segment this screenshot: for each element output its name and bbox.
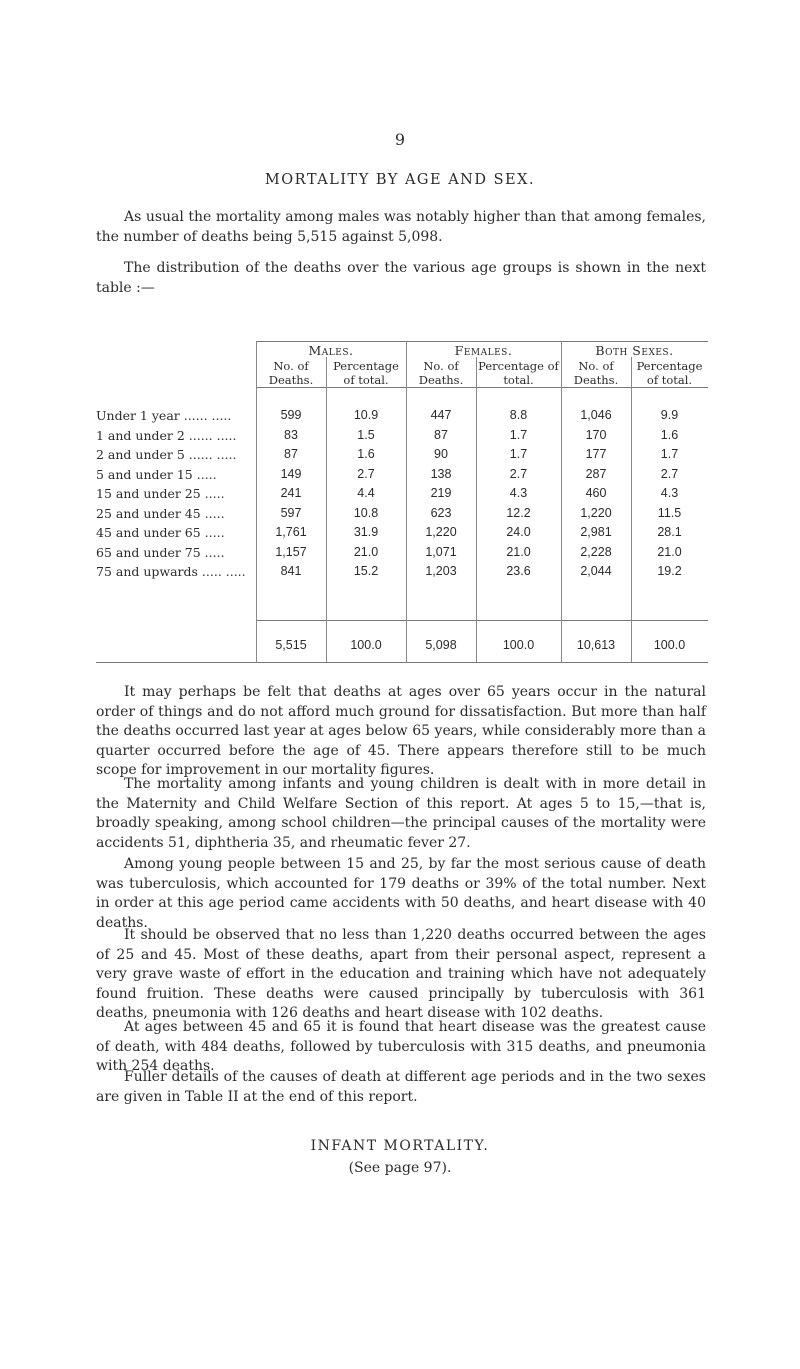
cell-males-deaths: 1,761 xyxy=(275,525,307,539)
cell-both-percentage: 11.5 xyxy=(657,505,682,520)
cell-males-percentage: 10.8 xyxy=(353,505,379,520)
total-males-deaths: 5,515 xyxy=(275,638,307,652)
subheader-males-percentage: Percentage of total. xyxy=(333,359,399,387)
subheader-females-percentage: Percentage of total. xyxy=(478,359,559,387)
cell-males-deaths: 599 xyxy=(280,408,302,422)
cell-females-percentage: 2.7 xyxy=(509,466,528,481)
row-label: 1 and under 2 ...... ..... xyxy=(96,427,237,443)
cell-females-deaths: 447 xyxy=(430,408,452,422)
row-label: 25 and under 45 ..... xyxy=(96,505,225,521)
intro-paragraph-2: The distribution of the deaths over the various age groups is shown in the next table :— xyxy=(96,260,706,296)
total-both-percentage: 100.0 xyxy=(653,638,686,652)
cell-males-deaths: 149 xyxy=(280,466,302,481)
cell-both-percentage: 4.3 xyxy=(660,486,679,500)
intro-paragraph-1: As usual the mortality among males was notably higher than that among females, the number of deaths being 5,515 against 5,098. xyxy=(96,209,706,245)
row-label: 5 and under 15 ..... xyxy=(96,466,217,482)
cell-females-percentage: 8.8 xyxy=(509,408,528,422)
cell-females-percentage: 4.3 xyxy=(509,486,528,500)
cell-females-percentage: 1.7 xyxy=(509,427,528,442)
cell-males-percentage: 31.9 xyxy=(353,525,379,539)
cell-males-percentage: 1.6 xyxy=(357,447,375,461)
page-number: 9 xyxy=(394,130,406,149)
paragraph-3: Among young people between 15 and 25, by far the most serious cause of death was tuberculosis, which accounted for 179 deaths or 39% of the total number. Next in order at this age period came accidents with 50 deaths, and heart disease with 40 deaths. xyxy=(96,856,706,931)
cell-both-percentage: 2.7 xyxy=(660,466,679,481)
header-both-sexes: Both Sexes. xyxy=(595,343,674,358)
cell-both-percentage: 21.0 xyxy=(657,544,682,559)
cell-females-percentage: 21.0 xyxy=(506,544,531,559)
paragraph-1: It may perhaps be felt that deaths at ages over 65 years occur in the natural order of things and do not afford much ground for dissatisfaction. But more than half the deaths occurred last year at ages below 65 years, while considerably more than a quarter occurred before the age of 45. There appears therefore still to be much scope for improvement in our mortality figures. xyxy=(96,684,706,778)
cell-both-deaths: 287 xyxy=(585,466,607,481)
cell-females-percentage: 12.2 xyxy=(506,505,531,520)
subheader-females-deaths: No. of Deaths. xyxy=(418,359,464,387)
cell-both-percentage: 9.9 xyxy=(660,408,679,422)
cell-males-deaths: 241 xyxy=(280,486,302,500)
cell-males-deaths: 87 xyxy=(284,447,298,461)
subheader-males-deaths: No. of Deaths. xyxy=(268,359,314,387)
subheader-both-percentage: Percentage of total. xyxy=(636,359,703,387)
cell-males-deaths: 841 xyxy=(280,564,302,578)
total-both-deaths: 10,613 xyxy=(576,638,616,652)
row-label: 65 and under 75 ..... xyxy=(96,544,225,560)
cell-both-deaths: 460 xyxy=(585,486,607,500)
header-females: Females. xyxy=(454,343,513,358)
cell-both-deaths: 1,220 xyxy=(580,505,612,520)
cell-females-percentage: 1.7 xyxy=(509,447,528,461)
total-females-deaths: 5,098 xyxy=(425,638,457,652)
cell-males-percentage: 4.4 xyxy=(357,486,375,500)
row-label: 2 and under 5 ...... ..... xyxy=(96,447,237,462)
page-title: MORTALITY BY AGE AND SEX. xyxy=(264,172,536,188)
paragraph-2: The mortality among infants and young children is dealt with in more detail in the Maternity and Child Welfare Section of this report. At ages 5 to 15,—that is, broadly speaking, among school children—the principal causes of the mortality were accidents 51, diphtheria 35, and rheumatic fever 27. xyxy=(96,776,706,851)
cell-males-deaths: 597 xyxy=(280,505,302,520)
paragraph-4: It should be observed that no less than 1,220 deaths occurred between the ages of 25 and 45. Most of these deaths, apart from their personal aspect, represent a very grave waste of effort in the education and training which have not adequately found fruition. These deaths were caused principally by tuberculosis with 361 deaths, pneumonia with 126 deaths and heart disease with 102 deaths. xyxy=(96,927,706,1021)
row-label: 75 and upwards ..... ..... xyxy=(96,564,246,579)
paragraph-5: At ages between 45 and 65 it is found that heart disease was the greatest cause of death, with 484 deaths, followed by tuberculosis with 315 deaths, and pneumonia with 254 deaths. xyxy=(96,1019,706,1074)
paragraph-6: Fuller details of the causes of death at different age periods and in the two sexes are given in Table II at the end of this report. xyxy=(96,1069,706,1105)
cell-females-deaths: 90 xyxy=(434,447,448,461)
cell-females-percentage: 23.6 xyxy=(506,564,531,578)
cell-both-deaths: 2,044 xyxy=(580,564,612,578)
cell-both-percentage: 28.1 xyxy=(657,525,682,539)
row-label: Under 1 year ...... ..... xyxy=(96,408,232,423)
cell-both-deaths: 1,046 xyxy=(580,408,612,422)
cell-males-percentage: 2.7 xyxy=(357,466,375,481)
cell-males-percentage: 15.2 xyxy=(353,564,379,578)
cell-males-percentage: 1.5 xyxy=(357,427,375,442)
cell-males-deaths: 1,157 xyxy=(275,544,307,559)
cell-both-deaths: 177 xyxy=(585,447,607,461)
cell-both-percentage: 19.2 xyxy=(657,564,682,578)
cell-females-deaths: 623 xyxy=(430,505,452,520)
cell-females-deaths: 87 xyxy=(434,427,448,442)
cell-females-deaths: 1,071 xyxy=(425,544,457,559)
row-label: 15 and under 25 ..... xyxy=(96,486,225,501)
cell-males-percentage: 21.0 xyxy=(353,544,379,559)
cell-males-percentage: 10.9 xyxy=(353,408,379,422)
cell-females-deaths: 138 xyxy=(430,466,452,481)
cell-both-deaths: 2,228 xyxy=(580,544,612,559)
total-males-percentage: 100.0 xyxy=(350,638,382,652)
cell-females-deaths: 219 xyxy=(430,486,452,500)
row-label: 45 and under 65 ..... xyxy=(96,525,225,540)
total-females-percentage: 100.0 xyxy=(502,638,535,652)
cell-females-percentage: 24.0 xyxy=(506,525,531,539)
header-males: Males. xyxy=(308,343,354,358)
infant-mortality-heading: INFANT MORTALITY. xyxy=(310,1138,490,1154)
cell-both-deaths: 170 xyxy=(585,427,607,442)
cell-females-deaths: 1,203 xyxy=(425,564,457,578)
subheader-both-deaths: No. of Deaths. xyxy=(573,359,619,387)
cell-females-deaths: 1,220 xyxy=(425,525,457,539)
cell-both-percentage: 1.7 xyxy=(660,447,679,461)
see-page-note: (See page 97). xyxy=(348,1160,452,1176)
cell-both-percentage: 1.6 xyxy=(660,427,679,442)
cell-both-deaths: 2,981 xyxy=(580,525,612,539)
cell-males-deaths: 83 xyxy=(284,427,298,442)
